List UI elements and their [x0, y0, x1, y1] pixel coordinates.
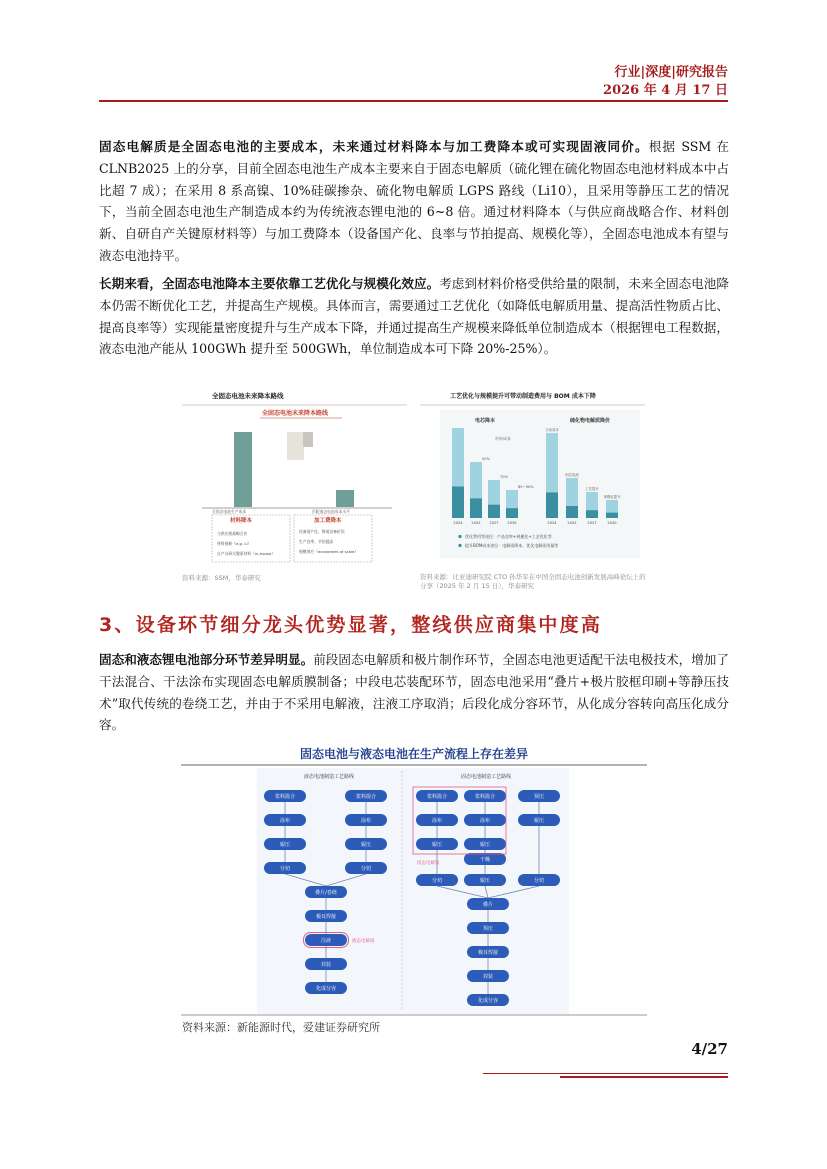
figure-2-left-bar-base	[506, 508, 518, 518]
paragraph-1	[99, 136, 729, 267]
figure-3-left-title: 液态电池制造工艺路线	[303, 774, 355, 780]
figure-1-box2-item: 生产良率、节拍提高	[299, 539, 334, 544]
flow-node-label: 辊压	[431, 842, 443, 848]
figure-2-title: 工艺优化与规模提升可带动制造费用与 BOM 成本下降	[450, 393, 596, 400]
figure-1	[182, 385, 412, 570]
flow-node-label: 化成分容	[315, 986, 337, 992]
footer-rule	[483, 1073, 728, 1074]
figure-1-inner-title: 全固态电池未来降本路线	[262, 410, 329, 417]
flow-node-label: 浆料混合	[355, 794, 377, 800]
figure-1-bar-step1	[287, 432, 304, 460]
figure-1-bar2-label: 匹配液态电池成本水平	[312, 509, 350, 514]
paragraph-3-lead: 固态和液态锂电池部分环节差异明显。	[99, 652, 314, 667]
figure-2-right-bar-base	[566, 506, 578, 518]
figure-3	[181, 743, 647, 1016]
flow-node-label: 叠片	[482, 902, 494, 908]
figure-1-box2-title: 加工费降本	[314, 518, 342, 524]
page-number: 4/27	[691, 1040, 728, 1058]
figure-1-box1-item: 与供应商战略合作	[217, 531, 248, 536]
figure-2-right-bar-base	[546, 493, 558, 519]
figure-2-right-year: 2024	[547, 521, 557, 525]
figure-2-left-label: 70%	[500, 475, 508, 479]
flow-node-label: 预压	[533, 794, 545, 800]
figure-2-right-label: 工艺提升	[585, 487, 599, 491]
figure-1-bar-step1b	[303, 432, 313, 447]
paragraph-3	[99, 649, 729, 736]
flow-node-label: 涂布	[479, 818, 491, 824]
figure-1-bar-cost	[234, 432, 252, 507]
figure-2-right-label: 当前成本	[545, 428, 559, 432]
flow-node-label: 涂布	[360, 818, 372, 824]
figure-3-title: 固态电池与液态电池在生产流程上存在差异	[299, 747, 529, 761]
flow-node-label: 涂布	[279, 818, 291, 824]
flow-node-label: 封装	[320, 962, 332, 968]
figure-2-left-year: 2025	[471, 521, 481, 525]
flow-node-label: 分切	[431, 878, 443, 884]
figure-2-left-label: 50%	[482, 457, 490, 461]
flow-node-label: 预压	[482, 926, 494, 932]
section-3-title: 3、设备环节细分龙头优势显著，整线供应商集中度高	[99, 614, 603, 636]
figure-2-legend-dot	[458, 544, 461, 547]
figure-2-legend-item: 优化费用等途径：产品良率+规模化+工艺优化等	[465, 534, 552, 539]
flow-node-label: 分切	[279, 866, 291, 872]
figure-3-right-title: 固态电池制造工艺路线	[460, 774, 512, 780]
figure-2-left-bar-base	[452, 487, 464, 519]
figure-1-bar1-label: 全固态电池生产成本	[212, 509, 247, 514]
figure-2-right-year: 2030	[607, 521, 617, 525]
paragraph-3-body: 前段固态电解质和极片制作环节，全固态电池更适配干法电极技术，增加了干法混合、干法涂布实现固态电解质膜制备；中段电芯装配环节，固态电池采用“叠片+极片胶框印刷+等静压技术”取代传统的卷绕工艺，并由于不采用电解液，注液工序取消；后段化成分容环节，从化成分容转向高压化成分容。	[99, 652, 730, 733]
figure-1-box2-item: 规模效应（economies of scale）	[299, 549, 359, 554]
figure-2-right-year: 2027	[587, 521, 597, 525]
flow-node-label: 辊压	[360, 842, 372, 848]
figure-1-box1-title: 材料降本	[230, 518, 253, 524]
paragraph-2	[99, 273, 729, 360]
header-category: 行业|深度|研究报告	[614, 65, 728, 80]
flow-node-label: 辊压	[533, 818, 545, 824]
flow-node-label: 辊压	[479, 842, 491, 848]
liquid-electrolyte-label: 液态电解质	[352, 939, 375, 944]
flow-node-label: 叠片/卷绕	[315, 890, 337, 896]
flow-node-label: 浆料混合	[426, 794, 448, 800]
figure-1-box2-item: 设备国产化、降低设备折旧	[299, 529, 345, 534]
figure-2-right-year: 2025	[567, 521, 577, 525]
flow-node-label: 辊压	[279, 842, 291, 848]
flow-node-label: 辊压	[479, 878, 491, 884]
solid-electrolyte-label: 固态电解质	[417, 861, 440, 866]
figure-2-right-bar-base	[606, 513, 618, 518]
figure-2-left-note: 材料成本	[495, 436, 511, 441]
figure-2-left-bar-base	[488, 505, 500, 518]
figure-2-right-label: 规模化提升	[603, 495, 621, 499]
figure-1-bar-target	[336, 490, 354, 507]
figure-2-left-year: 2024	[453, 521, 463, 525]
header-date: 2026 年 4 月 17 日	[603, 83, 728, 98]
figure-2-left-year: 2030	[507, 521, 517, 525]
figure-2	[420, 385, 648, 570]
figure-1-box1-item: 自产自研关键原材料（in-house）	[217, 551, 276, 556]
figure-1-box1-item: 材料创新（e.g. Li）	[217, 541, 252, 546]
figure-2-left-title: 电芯降本	[475, 418, 496, 424]
flow-node-label: 浆料混合	[474, 794, 496, 800]
flow-node-label: 干燥	[479, 857, 491, 863]
flow-node-label: 封装	[482, 974, 494, 980]
figure-2-left-year: 2027	[489, 521, 499, 525]
paragraph-2-body: 考虑到材料价格受供给量的限制，未来全固态电池降本仍需不断优化工艺，并提高生产规模。具体而言，需要通过工艺优化（如降低电解质用量、提高活性物质占比、提高良率等）实现能量密度提升与生产成本下降，并通过提高生产规模来降低单位制造成本（根据锂电工程数据，液态电池产能从 100GWh 提升至 500GWh，单位制造成本可下降 20%-25%）。	[99, 276, 730, 357]
flow-node-label: 注液	[320, 938, 332, 944]
figure-2-right-title: 硫化物电解质降价	[570, 418, 611, 424]
figure-1-title: 全固态电池未来降本路线	[212, 392, 284, 400]
figure-2-right-bar-base	[586, 510, 598, 518]
figure-2-right-label: 固态电池	[565, 473, 579, 477]
flow-node-label: 分切	[533, 878, 545, 884]
figure-2-left-bar-base	[470, 498, 482, 518]
figure-2-legend-dot	[458, 535, 461, 538]
figure-2-source: 资料来源：比亚迪研究院 CTO 孙华军在中国全固态电池创新发展高峰论坛上的分享（2025 年 2 月 15 日），华泰研究	[420, 573, 646, 590]
figure-2-legend-item: 提升BOM成本途径：电解质降本、优化电解质用量等	[465, 543, 559, 548]
flow-node-label: 涂布	[431, 818, 443, 824]
figure-1-source: 资料来源：SSM，华泰研究	[182, 574, 261, 582]
flow-node-label: 极耳焊接	[477, 950, 499, 956]
figure-3-source: 资料来源：新能源时代，爱建证券研究所	[182, 1021, 380, 1034]
paragraph-2-lead: 长期来看，全固态电池降本主要依靠工艺优化与规模化效应。	[99, 276, 440, 291]
flow-node-label: 化成分容	[477, 998, 499, 1004]
flow-node-label: 分切	[360, 866, 372, 872]
figure-2-left-label: 85~90%	[518, 485, 534, 489]
flow-node-label: 极耳焊接	[315, 914, 337, 920]
paragraph-1-body: 根据 SSM 在 CLNB2025 上的分享，目前全固态电池生产成本主要来自于固态电解质（硫化锂在硫化物固态电池材料成本中占比超 7 成）；在采用 8 系高镍、10%硅碳掺杂、硫化物电解质 LGPS 路线（Li10），且采用等静压工艺的情况下，当前全固态电池生产制造成本约为传统液态锂电池的 6~8 倍。通过材料降本（与供应商战略合作、材料创新、自研自产关键原材料等）与加工费降本（设备国产化、良率与节拍提高、规模化等），全固态电池成本有望与液态电池持平。	[99, 139, 729, 263]
paragraph-1-lead: 固态电解质是全固态电池的主要成本，未来通过材料降本与加工费降本或可实现固液同价。	[99, 139, 649, 154]
header-rule	[99, 100, 728, 102]
footer-rule-accent	[560, 1076, 728, 1078]
flow-node-label: 浆料混合	[274, 794, 296, 800]
